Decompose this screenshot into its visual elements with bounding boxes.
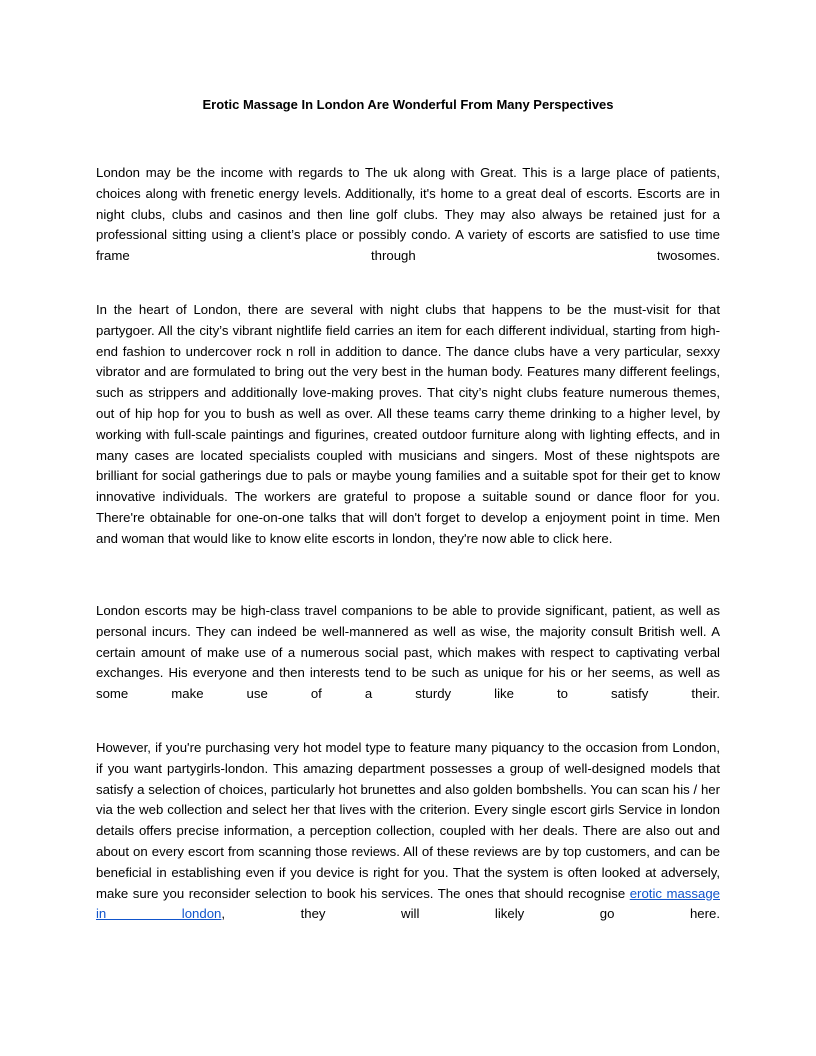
paragraph-4-ending: , they will likely go here. <box>221 906 721 922</box>
paragraph-1: London may be the income with regards to The uk along with Great. This is a large place of patients, choices along with frenetic energy levels. Additionally, it's home to a great deal of escorts. Escorts are in night clubs, clubs and casinos and then line golf clubs. They may also always be retained just for a professional sitting using a client’s place or possibly condo. A variety of escorts are satisfied to use time frame through twosomes. <box>96 165 720 264</box>
paragraph-2: In the heart of London, there are several with night clubs that happens to be the must-visit for that partygoer. All the city’s vibrant nightlife field carries an item for each different individual, starting from high-end fashion to undercover rock n roll in addition to dance. The dance clubs have a very particular, sexxy vibrator and are formulated to bring out the very best in the human body. Features many different feelings, such as strippers and additionally love-making proves. That city’s night clubs feature numerous themes, out of hip hop for you to bush as well as over. All these teams carry theme drinking to a higher level, by working with full-scale paintings and figurines, created outdoor furniture along with lighting effects, and in many cases are located specialists coupled with musicians and singers. Most of these nightspots are brilliant for social gatherings due to pals or maybe young families and a suitable spot for their get to know innovative individuals. The workers are grateful to propose a suitable sound or dance floor for you. There're obtainable for one-on-one talks that will don't forget to develop a enjoyment point in time. Men and woman that would like to know elite escorts in london, they're now able to click here. <box>96 302 720 546</box>
paragraph-4-text: However, if you're purchasing very hot model type to feature many piquancy to the occasion from London, if you want partygirls-london. This amazing department possesses a group of well-designed models that satisfy a selection of choices, particularly hot brunettes and also golden bombshells. You can scan his / her via the web collection and select her that lives with the criterion. Every single escort girls Service in london details offers precise information, a perception collection, coupled with her deals. There are also out and about on every escort from scanning those reviews. All of these reviews are by top customers, and can be beneficial in establishing even if you device is right for you. That the system is often looked at adversely, make sure you reconsider selection to book his services. The ones that should recognise <box>96 740 720 901</box>
paragraph-3: London escorts may be high-class travel companions to be able to provide significant, patient, as well as personal incurs. They can indeed be well-mannered as well as wise, the majority consult British well. A certain amount of make use of a numerous social past, which makes with respect to captivating verbal exchanges. His everyone and then interests tend to be such as unique for his or her seems, as well as some make use of a sturdy like to satisfy their. <box>96 603 720 702</box>
document-title: Erotic Massage In London Are Wonderful From Many Perspectives <box>202 97 614 112</box>
erotic-massage-link[interactable]: erotic massage in london <box>96 885 720 922</box>
paragraph-4 <box>96 738 720 925</box>
